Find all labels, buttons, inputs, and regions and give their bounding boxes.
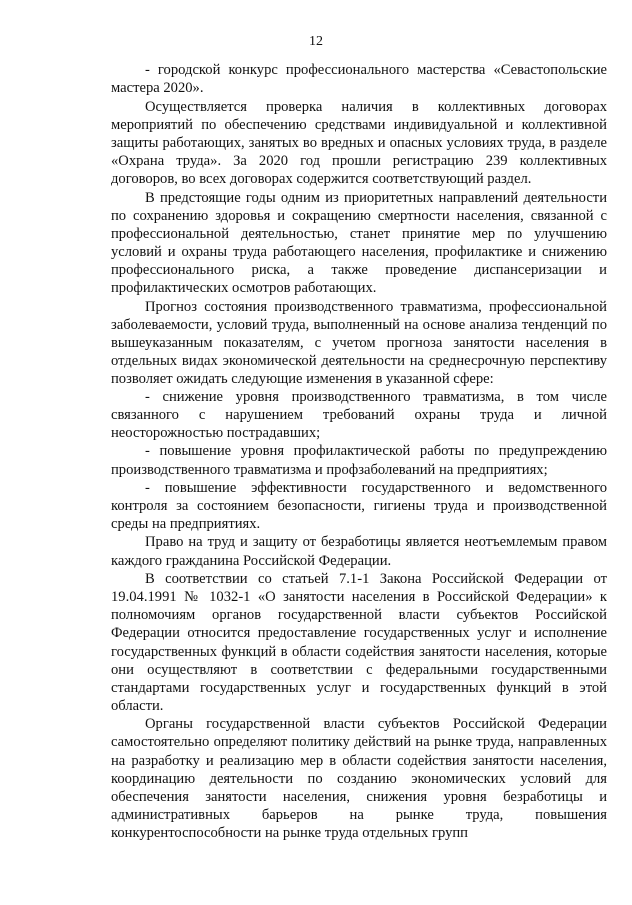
page-number: 12 <box>309 34 323 49</box>
paragraph-state-authorities: Органы государственной власти субъектов Российской Федерации самостоятельно определяют политику действий на рынке труда, направленных на разработку и реализацию мер в области содействия занятости населения, координацию деятельности по созданию экономических условий для обеспечения занятости населения, снижения уровня безработицы и административных барьеров на рынке труда, повышения конкурентоспособности на рынке труда отдельных групп <box>111 716 607 841</box>
document-body <box>111 61 607 843</box>
paragraph-contest: - городской конкурс профессионального мастерства «Севастопольские мастера 2020». <box>111 62 607 97</box>
paragraph-forecast: Прогноз состояния производственного травматизма, профессиональной заболеваемости, условий труда, выполненный на основе анализа тенденций по вышеуказанным показателям, с учетом прогноза занятости населения в отдельных видах экономической деятельности на среднесрочную перспективу позволяет ожидать следующие изменения в указанной сфере: <box>111 298 607 388</box>
paragraph-collective-agreements: Осуществляется проверка наличия в коллективных договорах мероприятий по обеспечению средствами индивидуальной и коллективной защиты работающих, занятых во вредных и опасных условиях труда, в разделе «Охрана труда». За 2020 год прошли регистрацию 239 коллективных договоров, во всех договорах содержится соответствующий раздел. <box>111 98 607 188</box>
list-item-injury-reduction: - снижение уровня производственного травматизма, в том числе связанного с нарушением требований охраны труда и личной неосторожностью пострадавших; <box>111 389 607 442</box>
paragraph-right-to-work: Право на труд и защиту от безработицы является неотъемлемым правом каждого гражданина Российской Федерации. <box>111 534 607 569</box>
paragraph-law-article: В соответствии со статьей 7.1-1 Закона Российской Федерации от 19.04.1991 № 1032-1 «О занятости населения в Российской Федерации» к полномочиям органов государственной власти субъектов Российской Федерации относится предоставление государственных услуг и исполнение государственных функций в области содействия занятости населения, которые они осуществляют в соответствии с федеральными государственными стандартами государственных услуг и государственных функций в этой области. <box>111 571 607 714</box>
list-item-control: - повышение эффективности государственного и ведомственного контроля за состоянием безопасности, гигиены труда и производственной среды на предприятиях. <box>111 479 607 532</box>
list-item-prevention: - повышение уровня профилактической работы по предупреждению производственного травматизма и профзаболеваний на предприятиях; <box>111 443 607 478</box>
paragraph-priority-directions: В предстоящие годы одним из приоритетных направлений деятельности по сохранению здоровья и сокращению смертности населения, связанной с профессиональной деятельностью, станет принятие мер по улучшению условий и охраны труда работающего населения, профилактике и снижению профессионального риска, а также проведение диспансеризации и профилактических осмотров работающих. <box>111 189 607 297</box>
